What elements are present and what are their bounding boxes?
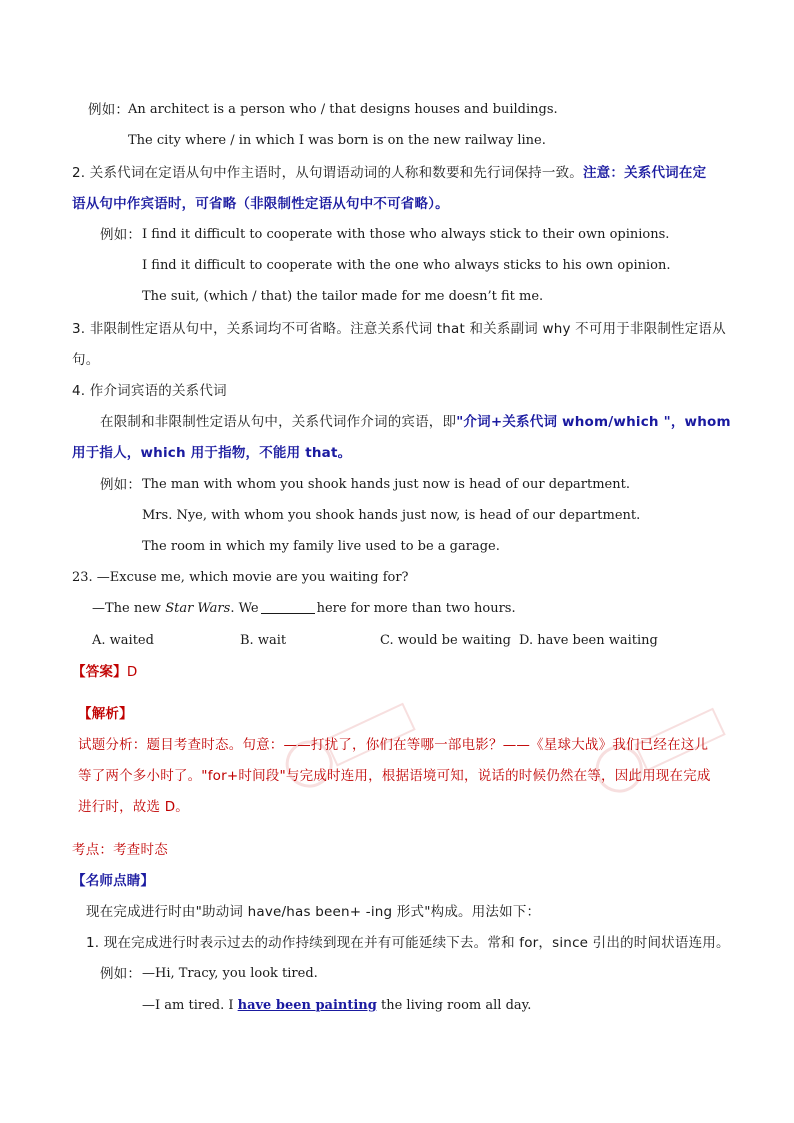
example-label: 例如：: [88, 102, 130, 118]
rule-note: 语从句中作宾语时，可省略（非限制性定语从句中不可省略）。: [72, 196, 449, 212]
example-sentence: An architect is a person who / that designs houses and buildings.: [128, 102, 558, 117]
example-sentence: The room in which my family live used to be a garage.: [142, 539, 500, 554]
answer-blank: [261, 601, 315, 614]
teacher-text: 1. 现在完成进行时表示过去的动作持续到现在并有可能延续下去。常和 for，since 引出的时间状语连用。: [86, 935, 730, 951]
example-sentence: —Hi, Tracy, you look tired.: [142, 966, 318, 981]
rule-paragraph: 2. 关系代词在定语从句中作主语时，从句谓语动词的人称和数要和先行词保持一致。注意：关系代词在定: [72, 165, 707, 181]
question-line: —The new Star Wars. We here for more than two hours.: [92, 601, 516, 616]
teacher-label: 【名师点睛】: [72, 873, 155, 889]
option-a: A. waited: [92, 633, 154, 648]
example-sentence: The suit, (which / that) the tailor made for me doesn’t fit me.: [142, 289, 544, 304]
analysis-text: 试题分析：题目考查时态。句意：——打扰了，你们在等哪一部电影？——《星球大战》我们已经在这儿: [78, 737, 709, 753]
kaodian: 考点：考查时态: [72, 842, 168, 858]
answer-row: 【答案】D: [72, 664, 138, 680]
example-label: 例如：: [100, 227, 142, 243]
rule-heading: 4. 作介词宾语的关系代词: [72, 383, 227, 399]
example-sentence: —I am tired. I have been painting the living room all day.: [142, 998, 532, 1013]
analysis-text: 等了两个多小时了。"for+时间段"与完成时连用，根据语境可知，说话的时候仍然在等，因此用现在完成: [78, 768, 711, 784]
rule-paragraph: 3. 非限制性定语从句中，关系词均不可省略。注意关系代词 that 和关系副词 why 不可用于非限制性定语从: [72, 321, 726, 337]
example-sentence: I find it difficult to cooperate with those who always stick to their own opinions.: [142, 227, 670, 242]
rule-note: 用于指人，which 用于指物，不能用 that。: [72, 445, 352, 461]
example-sentence: I find it difficult to cooperate with the one who always sticks to his own opinion.: [142, 258, 671, 273]
example-sentence: Mrs. Nye, with whom you shook hands just now, is head of our department.: [142, 508, 641, 523]
option-c: C. would be waiting: [380, 633, 511, 648]
analysis-label: 【解析】: [78, 706, 133, 722]
example-label: 例如：: [100, 966, 142, 982]
analysis-text: 进行时，故选 D。: [78, 799, 189, 815]
rule-paragraph: 在限制和非限制性定语从句中，关系代词作介词的宾语，即"介词+关系代词 whom/which "，whom: [100, 414, 731, 430]
example-sentence: The city where / in which I was born is on the new railway line.: [128, 133, 546, 148]
rule-paragraph: 句。: [72, 352, 100, 368]
option-b: B. wait: [240, 633, 287, 648]
question-stem: 23. —Excuse me, which movie are you waiting for?: [72, 570, 409, 585]
teacher-text: 现在完成进行时由"助动词 have/has been+ -ing 形式"构成。用法如下：: [86, 904, 541, 920]
example-label: 例如：: [100, 477, 142, 493]
option-d: D. have been waiting: [519, 633, 658, 648]
example-sentence: The man with whom you shook hands just now is head of our department.: [142, 477, 630, 492]
